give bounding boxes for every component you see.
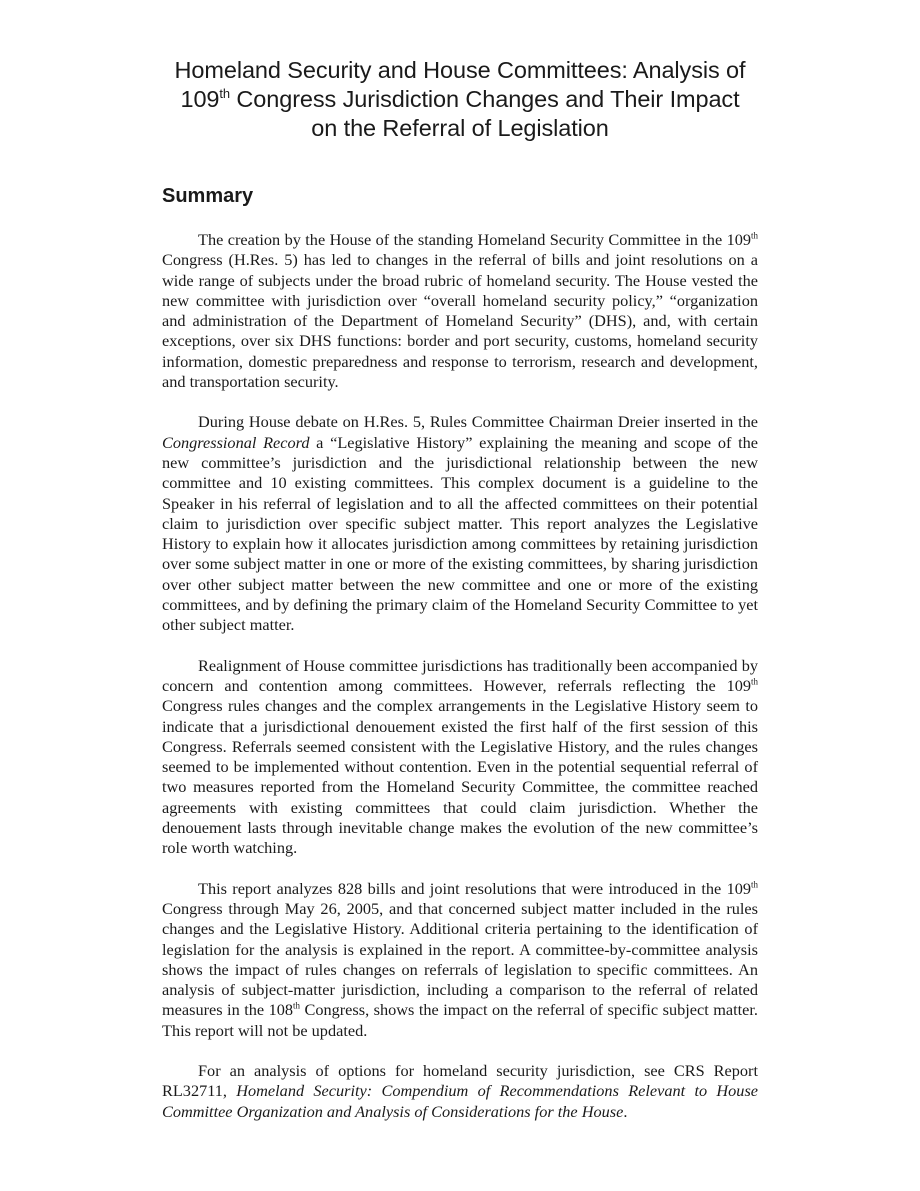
p4-superscript-1: th [751,879,758,890]
p5-text-b: . [623,1101,628,1121]
summary-paragraph-4 [162,879,758,1041]
p4-text-b: Congress through May 26, 2005, and that concerned subject matter included in the rules changes and the Legislative History. Additional criteria pertaining to the identification of legislation for the analysis is explained in the report. A committee-by-committee analysis shows the impact of rules changes on referrals of legislation to specific committees. An analysis of subject-matter jurisdiction, including a comparison to the referral of related measures in the 108 [162,898,758,1020]
title-line-2-text: Congress Jurisdiction Changes and Their Impact [229,86,740,112]
p2-italic-title: Congressional Record [162,432,310,452]
title-line-3: on the Referral of Legislation [311,115,609,141]
p3-superscript: th [751,676,758,687]
p2-text-b: a “Legislative History” explaining the meaning and scope of the new committee’s jurisdiction and the jurisdictional relationship between the new committee and 10 existing committees. This complex document is a guideline to the Speaker in his referral of legislation and to all the affected committees on their potential claim to jurisdiction over specific subject matter. This report analyzes the Legislative History to explain how it allocates jurisdiction among committees by retaining jurisdiction over some subject matter in one or more of the existing committees, by sharing jurisdiction over other subject matter between the new committee and one or more of the existing committees, and by defining the primary claim of the Homeland Security Committee to yet other subject matter. [162,432,758,635]
summary-paragraph-2 [162,412,758,635]
p4-superscript-2: th [293,1000,300,1011]
title-superscript: th [219,86,230,102]
title-congress-number: 109 [180,86,220,112]
summary-paragraph-1 [162,230,758,392]
p4-text-a: This report analyzes 828 bills and joint resolutions that were introduced in the 109 [198,878,752,898]
title-line-1: Homeland Security and House Committees: Analysis of [174,57,746,83]
p5-text-a: For an analysis of options for homeland security jurisdiction, see CRS Report RL32711, [162,1060,758,1101]
summary-heading: Summary [162,185,254,207]
p1-superscript: th [751,230,758,241]
summary-paragraph-5 [162,1061,758,1122]
document-page [162,56,758,1122]
p5-italic-report-title: Homeland Security: Compendium of Recommendations Relevant to House Committee Organization and Analysis of Considerations for the House [162,1081,759,1121]
p3-text-b: Congress rules changes and the complex arrangements in the Legislative History seem to indicate that a jurisdictional denouement existed the first half of the first session of this Congress. Referrals seemed consistent with the Legislative History, and the rules changes seemed to be implemented without contention. Even in the potential sequential referral of two measures reported from the Homeland Security Committee, the committee reached agreements with existing committees that could claim jurisdiction. Whether the denouement lasts through inevitable change makes the evolution of the new committee’s role worth watching. [162,696,758,858]
p1-text-a: The creation by the House of the standing Homeland Security Committee in the 109 [198,230,752,249]
document-title [162,56,758,143]
p2-text-a: During House debate on H.Res. 5, Rules Committee Chairman Dreier inserted in the [198,412,758,432]
p3-text-a: Realignment of House committee jurisdictions has traditionally been accompanied by concern and contention among committees. However, referrals reflecting the 109 [162,655,758,695]
title-line-2 [180,86,739,112]
summary-paragraph-3 [162,656,758,859]
p1-text-b: Congress (H.Res. 5) has led to changes in the referral of bills and joint resolutions on a wide range of subjects under the broad rubric of homeland security. The House vested the new committee with jurisdiction over “overall homeland security policy,” “organization and administration of the Department of Homeland Security” (DHS), and, with certain exceptions, over six DHS functions: border and port security, customs, homeland security information, domestic preparedness and response to terrorism, research and development, and transportation security. [162,250,758,392]
p4-text-c: Congress, shows the impact on the referral of specific subject matter. This report will not be updated. [162,1000,759,1040]
